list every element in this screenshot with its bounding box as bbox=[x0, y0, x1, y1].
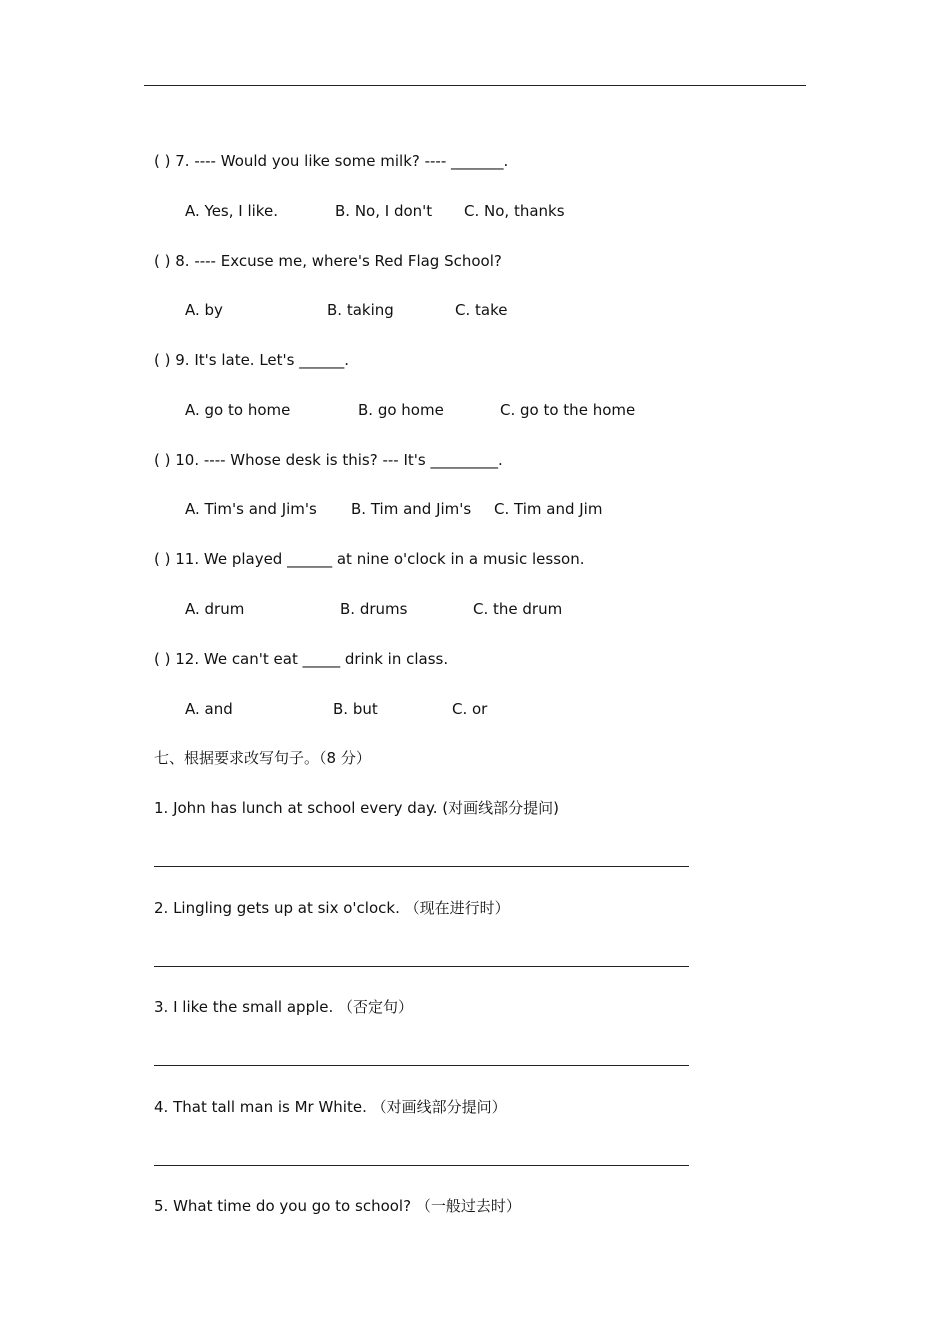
header-rule bbox=[144, 85, 806, 86]
answer-line-2 bbox=[154, 966, 689, 967]
q8-option-c: C. take bbox=[455, 301, 508, 319]
q9-option-c: C. go to the home bbox=[500, 401, 636, 419]
q8-option-b: B. taking bbox=[327, 301, 394, 319]
rewrite-item-4: 4. That tall man is Mr White. （对画线部分提问） bbox=[154, 1098, 507, 1116]
question-9: ( ) 9. It's late. Let's ______. bbox=[154, 351, 350, 369]
q8-option-a: A. by bbox=[185, 301, 223, 319]
answer-line-1 bbox=[154, 866, 689, 867]
question-12: ( ) 12. We can't eat _____ drink in class. bbox=[154, 650, 449, 668]
q10-option-b: B. Tim and Jim's bbox=[351, 500, 472, 518]
q10-option-a: A. Tim's and Jim's bbox=[185, 500, 317, 518]
rewrite-item-2: 2. Lingling gets up at six o'clock. （现在进行时） bbox=[154, 899, 510, 917]
answer-line-4 bbox=[154, 1165, 689, 1166]
q12-option-b: B. but bbox=[333, 700, 378, 718]
question-7: ( ) 7. ---- Would you like some milk? ---- _______. bbox=[154, 152, 509, 170]
rewrite-item-3: 3. I like the small apple. （否定句） bbox=[154, 998, 414, 1016]
q7-option-b: B. No, I don't bbox=[335, 202, 433, 220]
rewrite-item-1: 1. John has lunch at school every day. (对画线部分提问) bbox=[154, 799, 559, 817]
q9-option-b: B. go home bbox=[358, 401, 444, 419]
q12-option-c: C. or bbox=[452, 700, 488, 718]
q11-option-c: C. the drum bbox=[473, 600, 563, 618]
q9-option-a: A. go to home bbox=[185, 401, 291, 419]
q11-option-a: A. drum bbox=[185, 600, 245, 618]
q10-option-c: C. Tim and Jim bbox=[494, 500, 603, 518]
rewrite-item-5: 5. What time do you go to school? （一般过去时） bbox=[154, 1197, 521, 1215]
q7-option-a: A. Yes, I like. bbox=[185, 202, 278, 220]
question-8: ( ) 8. ---- Excuse me, where's Red Flag School? bbox=[154, 252, 502, 270]
section-7-heading: 七、根据要求改写句子。（8 分） bbox=[154, 749, 371, 767]
q12-option-a: A. and bbox=[185, 700, 233, 718]
q11-option-b: B. drums bbox=[340, 600, 408, 618]
answer-line-3 bbox=[154, 1065, 689, 1066]
q7-option-c: C. No, thanks bbox=[464, 202, 565, 220]
question-10: ( ) 10. ---- Whose desk is this? --- It's _________. bbox=[154, 451, 503, 469]
question-11: ( ) 11. We played ______ at nine o'clock in a music lesson. bbox=[154, 550, 585, 568]
